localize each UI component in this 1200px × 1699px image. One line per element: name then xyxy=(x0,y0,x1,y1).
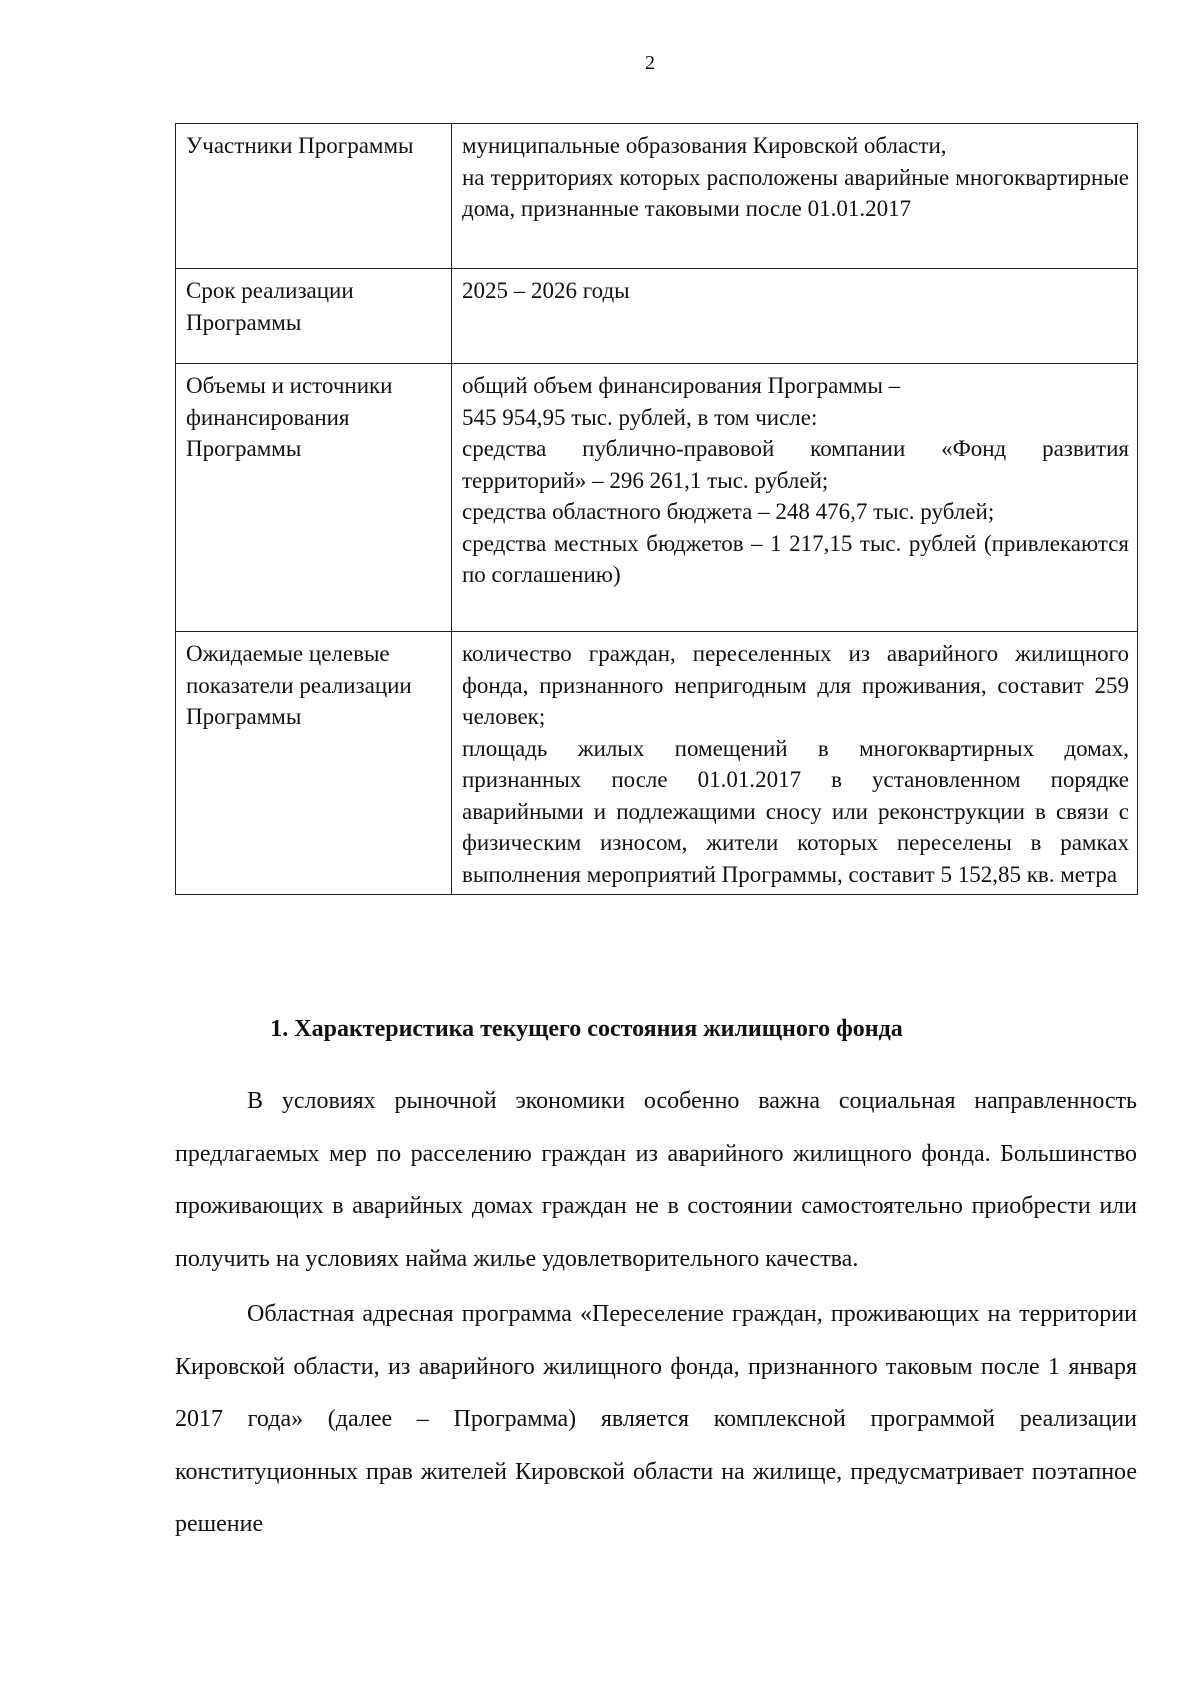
body-text xyxy=(175,1075,1137,1551)
value-line: средства местных бюджетов – 1 217,15 тыс. рублей (привлекаются по соглашению) xyxy=(462,530,1129,587)
value-line: 2025 – 2026 годы xyxy=(462,278,630,303)
passport-row-participants xyxy=(176,124,1138,269)
value-line: 545 954,95 тыс. рублей, в том числе: xyxy=(462,404,818,430)
section-heading: 1. Характеристика текущего состояния жилищного фонда xyxy=(270,1016,903,1042)
row-label: Объемы и источники финансирования Программы xyxy=(176,364,452,632)
value-line: средства публично-правовой компании «Фонд развития территорий» – 296 261,1 тыс. рублей; xyxy=(462,436,1129,493)
row-value xyxy=(452,364,1138,632)
passport-row-financing xyxy=(176,364,1138,632)
passport-row-term xyxy=(176,269,1138,364)
value-line: на территориях которых расположены аварийные многоквартирные дома, признанные таковыми после 01.01.2017 xyxy=(462,164,1129,221)
value-line: общий объем финансирования Программы – xyxy=(462,373,901,398)
row-label: Ожидаемые целевые показатели реализации Программы xyxy=(176,632,452,895)
value-line: площадь жилых помещений в многоквартирных домах, признанных после 01.01.2017 в установленном порядке аварийными и подлежащими сносу или реконструкции в связи с физическим износом, жители которых переселены в рамках выполнения мероприятий Программы, составит 5 152,85 кв. метра xyxy=(462,735,1129,887)
passport-row-indicators xyxy=(176,632,1138,895)
program-passport-table xyxy=(175,123,1138,895)
value-line: количество граждан, переселенных из аварийного жилищного фонда, признанного непригодным для проживания, составит 259 человек; xyxy=(462,641,1129,729)
paragraph: В условиях рыночной экономики особенно важна социальная направленность предлагаемых мер по расселению граждан из аварийного жилищного фонда. Большинство проживающих в аварийных домах граждан не в состоянии самостоятельно приобрести или получить на условиях найма жилье удовлетворительного качества. xyxy=(175,1088,1137,1272)
row-value xyxy=(452,269,1138,364)
paragraph: Областная адресная программа «Переселение граждан, проживающих на территории Кировской области, из аварийного жилищного фонда, признанного таковым после 1 января 2017 года» (далее – Программа) является комплексной программой реализации конституционных прав жителей Кировской области на жилище, предусматривает поэтапное решение xyxy=(175,1301,1137,1537)
row-value xyxy=(452,632,1138,895)
row-label: Срок реализации Программы xyxy=(176,269,452,364)
row-label: Участники Программы xyxy=(176,124,452,269)
value-line: средства областного бюджета – 248 476,7 тыс. рублей; xyxy=(462,499,995,524)
page-number: 2 xyxy=(645,52,655,74)
row-value xyxy=(452,124,1138,269)
value-line: муниципальные образования Кировской области, xyxy=(462,133,947,158)
